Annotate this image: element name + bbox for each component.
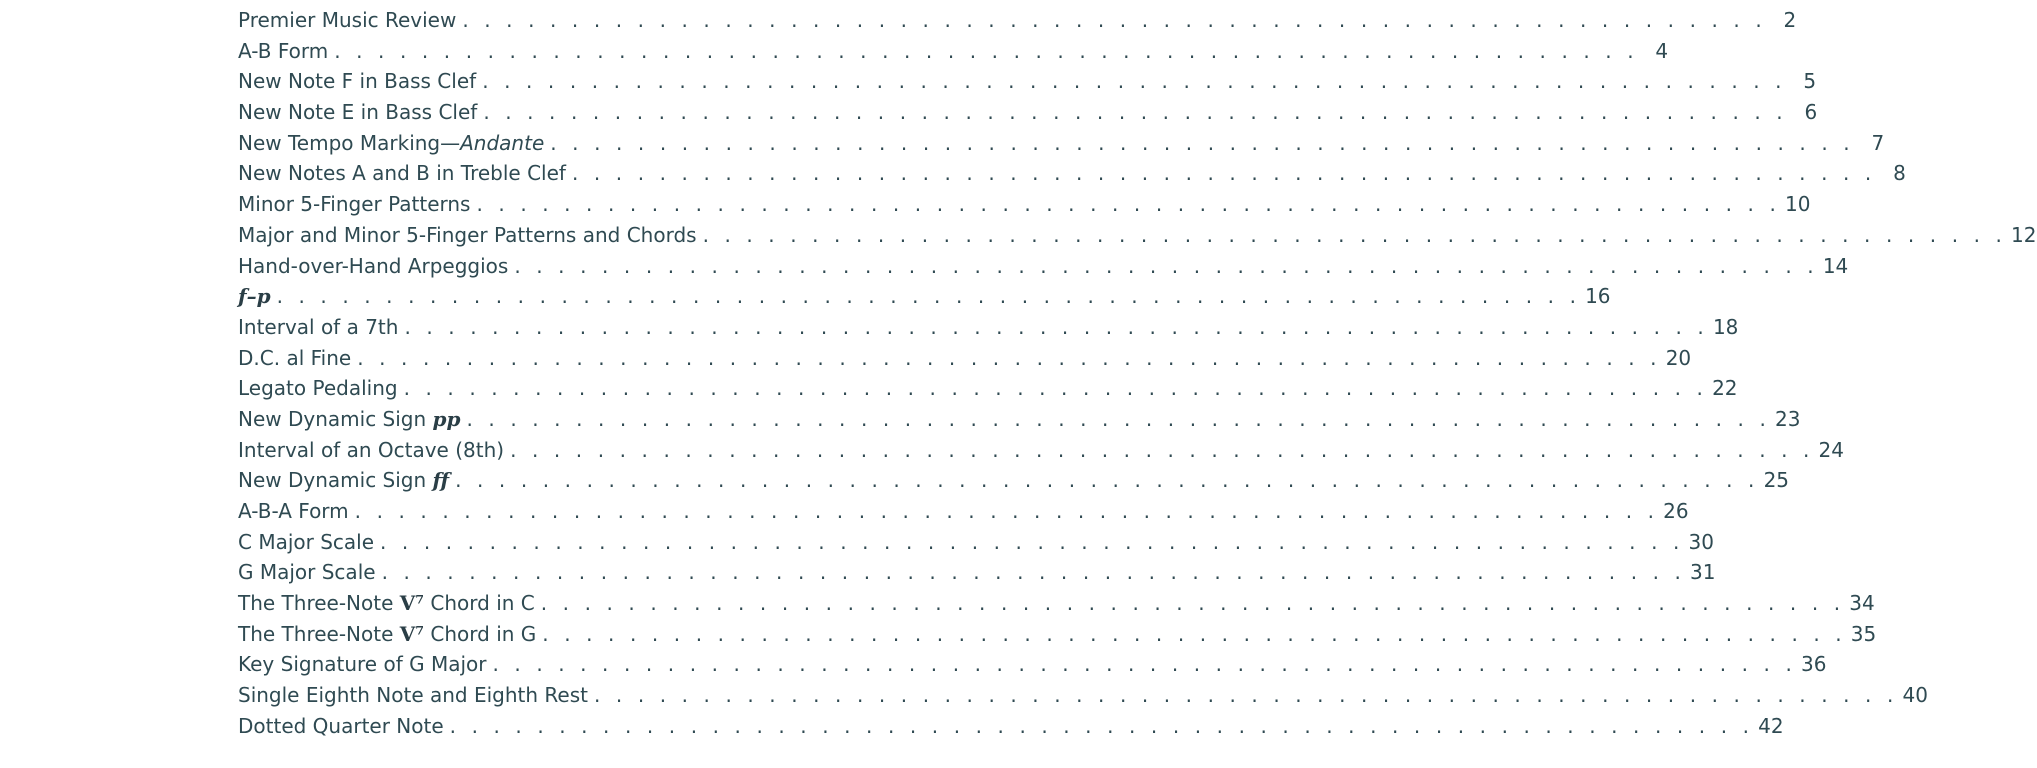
- entry-page-number: 20: [1665, 345, 1692, 370]
- toc-entry: [238, 8, 1797, 39]
- entry-page-number: 42: [1758, 713, 1784, 738]
- toc-entry: [238, 130, 1885, 162]
- entry-page-number: 31: [1690, 560, 1716, 585]
- entry-title: [238, 192, 470, 216]
- entry-title-text: G Major Scale: [238, 560, 376, 585]
- entry-title-text: New Dynamic Sign: [238, 406, 433, 431]
- dot-leader: . . . . . . . . . . . . . . . . . . . . . . . . . . . . . . . . . . . . . . . . . . . . . . . . . . . . . . . . . . . .: [466, 406, 1771, 431]
- dot-leader: . . . . . . . . . . . . . . . . . . . . . . . . . . . . . . . . . . . . . . . . . . . . . . . . . . . . . . . . . . . .: [702, 222, 2007, 247]
- dot-leader: . . . . . . . . . . . . . . . . . . . . . . . . . . . . . . . . . . . . . . . . . . . . . . . . . . . . . . . . . . . .: [449, 713, 1754, 738]
- toc-entry: [238, 100, 1818, 131]
- entry-title-text: New Tempo Marking—: [238, 130, 461, 155]
- toc-entry: [238, 69, 1817, 100]
- entry-page-number: 26: [1663, 499, 1689, 523]
- dot-leader: . . . . . . . . . . . . . . . . . . . . . . . . . . . . . . . . . . . . . . . . . . . . . . . . . . . . . . . . . . . .: [492, 652, 1797, 677]
- entry-title-text: Interval of an Octave (8th): [238, 437, 505, 462]
- entry-title: [238, 39, 328, 63]
- dot-leader: . . . . . . . . . . . . . . . . . . . . . . . . . . . . . . . . . . . . . . . . . . . . . . . . . . . . . . . . . . . .: [357, 345, 1662, 370]
- chord-symbol: V⁷: [399, 621, 425, 646]
- toc-entry: [238, 253, 1849, 285]
- entry-title: [238, 530, 374, 554]
- entry-title: [238, 683, 588, 707]
- toc-entry: [238, 345, 1692, 377]
- dot-leader: . . . . . . . . . . . . . . . . . . . . . . . . . . . . . . . . . . . . . . . . . . . . . . . . . . . . . . . . . . . .: [455, 468, 1760, 493]
- entry-page-number: 36: [1800, 652, 1827, 677]
- dot-leader: . . . . . . . . . . . . . . . . . . . . . . . . . . . . . . . . . . . . . . . . . . . . . . . . . . . . . . . . . . . .: [482, 69, 1787, 94]
- entry-page-number: 5: [1803, 69, 1817, 94]
- entry-title: [238, 346, 351, 370]
- entry-page-number: 18: [1712, 314, 1739, 339]
- entry-page-number: 14: [1822, 253, 1849, 278]
- toc-entry: [238, 437, 1844, 469]
- toc-entry: [238, 314, 1739, 346]
- entry-title-text: New Notes A and B in Treble Clef: [238, 161, 566, 186]
- entry-title-text: A-B Form: [238, 38, 329, 63]
- entry-page-number: 24: [1818, 437, 1844, 462]
- dot-leader: . . . . . . . . . . . . . . . . . . . . . . . . . . . . . . . . . . . . . . . . . . . . . . . . . . . . . . . . . . . .: [334, 38, 1639, 63]
- entry-title: [238, 69, 476, 93]
- entry-title-text: Minor 5-Finger Patterns: [238, 192, 471, 217]
- dot-leader: . . . . . . . . . . . . . . . . . . . . . . . . . . . . . . . . . . . . . . . . . . . . . . . . . . . . . . . . . . . .: [593, 683, 1898, 708]
- entry-title-text: New Note F in Bass Clef: [238, 69, 477, 94]
- dot-leader: . . . . . . . . . . . . . . . . . . . . . . . . . . . . . . . . . . . . . . . . . . . . . . . . . . . . . . . . . . . .: [354, 499, 1659, 523]
- entry-title-text-after: Chord in C: [424, 591, 535, 616]
- entry-page-number: 22: [1712, 376, 1738, 401]
- entry-title-text: Legato Pedaling: [238, 376, 398, 401]
- entry-title-text-after: Chord in G: [424, 621, 537, 646]
- dynamic-marking: pp: [432, 406, 461, 431]
- dot-leader: . . . . . . . . . . . . . . . . . . . . . . . . . . . . . . . . . . . . . . . . . . . . . . . . . . . . . . . . . . . .: [514, 253, 1819, 278]
- entry-page-number: 34: [1849, 591, 1875, 616]
- toc-entry: [238, 652, 1827, 683]
- toc-entry: [238, 192, 1811, 223]
- entry-title-text: New Note E in Bass Clef: [238, 100, 478, 125]
- dot-leader: . . . . . . . . . . . . . . . . . . . . . . . . . . . . . . . . . . . . . . . . . . . . . . . . . . . . . . . . . . . .: [510, 437, 1814, 462]
- dot-leader: . . . . . . . . . . . . . . . . . . . . . . . . . . . . . . . . . . . . . . . . . . . . . . . . . . . . . . . . . . . .: [276, 284, 1581, 309]
- entry-title: [238, 714, 444, 738]
- dynamic-marking: ff: [432, 468, 450, 493]
- dot-leader: . . . . . . . . . . . . . . . . . . . . . . . . . . . . . . . . . . . . . . . . . . . . . . . . . . . . . . . . . . . .: [542, 621, 1847, 646]
- entry-title-text: New Dynamic Sign: [238, 468, 433, 493]
- entry-title-text: D.C. al Fine: [238, 345, 352, 370]
- entry-title: [238, 560, 376, 584]
- entry-page-number: 8: [1893, 161, 1906, 186]
- entry-title: [238, 407, 461, 431]
- toc-entry: [238, 560, 1716, 591]
- entry-title: [238, 468, 449, 492]
- dynamic-marking: f–p: [238, 284, 271, 309]
- entry-page-number: 4: [1655, 38, 1669, 63]
- entry-page-number: 7: [1871, 130, 1885, 155]
- entry-title: [238, 652, 486, 676]
- dot-leader: . . . . . . . . . . . . . . . . . . . . . . . . . . . . . . . . . . . . . . . . . . . . . . . . . . . . . . . . . . . .: [571, 161, 1876, 186]
- dot-leader: . . . . . . . . . . . . . . . . . . . . . . . . . . . . . . . . . . . . . . . . . . . . . . . . . . . . . . . . . . . .: [476, 192, 1781, 217]
- entry-title: [238, 100, 477, 124]
- entry-title: [238, 622, 536, 646]
- toc-entry: [238, 621, 1877, 653]
- dot-leader: . . . . . . . . . . . . . . . . . . . . . . . . . . . . . . . . . . . . . . . . . . . . . . . . . . . . . . . . . . . .: [483, 100, 1788, 125]
- entry-title: [238, 376, 398, 400]
- entry-page-number: 12: [2011, 222, 2037, 247]
- entry-title-text: Major and Minor 5-Finger Patterns and Chords: [238, 222, 697, 247]
- entry-page-number: 30: [1688, 529, 1714, 554]
- entry-title: [238, 284, 271, 308]
- toc-entry: [238, 284, 1611, 315]
- entry-page-number: 2: [1783, 8, 1797, 32]
- entry-page-number: 35: [1850, 621, 1877, 646]
- entry-page-number: 25: [1763, 468, 1790, 493]
- entry-title-text: Premier Music Review: [238, 8, 457, 32]
- toc-entry: [238, 713, 1784, 745]
- entry-title-text: Hand-over-Hand Arpeggios: [238, 253, 509, 278]
- toc-entry: [238, 222, 2037, 254]
- entry-title-text: The Three-Note: [238, 591, 400, 616]
- dot-leader: . . . . . . . . . . . . . . . . . . . . . . . . . . . . . . . . . . . . . . . . . . . . . . . . . . . . . . . . . . . .: [462, 8, 1767, 32]
- toc-entry: [238, 406, 1801, 438]
- toc-entry: [238, 38, 1669, 70]
- entry-title-text: Key Signature of G Major: [238, 652, 487, 677]
- entry-title-text: The Three-Note: [238, 621, 400, 646]
- entry-title: [238, 161, 566, 185]
- toc-entry: [238, 499, 1689, 530]
- entry-title: [238, 499, 349, 523]
- entry-title-text: A-B-A Form: [238, 499, 349, 523]
- toc-entry: [238, 683, 1928, 714]
- entry-page-number: 10: [1784, 192, 1811, 217]
- toc-entry: [238, 161, 1906, 192]
- dot-leader: . . . . . . . . . . . . . . . . . . . . . . . . . . . . . . . . . . . . . . . . . . . . . . . . . . . . . . . . . . . .: [404, 314, 1709, 339]
- entry-title: [238, 131, 544, 155]
- entry-page-number: 16: [1585, 284, 1611, 309]
- entry-title: [238, 591, 535, 615]
- toc-entry: [238, 529, 1714, 561]
- dot-leader: . . . . . . . . . . . . . . . . . . . . . . . . . . . . . . . . . . . . . . . . . . . . . . . . . . . . . . . . . . . .: [381, 560, 1686, 585]
- dot-leader: . . . . . . . . . . . . . . . . . . . . . . . . . . . . . . . . . . . . . . . . . . . . . . . . . . . . . . . . . . . .: [380, 529, 1684, 554]
- dot-leader: . . . . . . . . . . . . . . . . . . . . . . . . . . . . . . . . . . . . . . . . . . . . . . . . . . . . . . . . . . . .: [550, 130, 1855, 155]
- toc-entry: [238, 376, 1738, 407]
- entry-title-text: Dotted Quarter Note: [238, 713, 444, 738]
- entry-title-italic: Andante: [460, 130, 545, 155]
- entry-page-number: 40: [1902, 683, 1928, 708]
- dot-leader: . . . . . . . . . . . . . . . . . . . . . . . . . . . . . . . . . . . . . . . . . . . . . . . . . . . . . . . . . . . .: [403, 376, 1708, 401]
- entry-title-text: Single Eighth Note and Eighth Rest: [238, 683, 588, 708]
- dot-leader: . . . . . . . . . . . . . . . . . . . . . . . . . . . . . . . . . . . . . . . . . . . . . . . . . . . . . . . . . . . .: [540, 591, 1845, 616]
- entry-page-number: 6: [1804, 100, 1818, 125]
- entry-title: [238, 315, 398, 339]
- entry-title: [238, 254, 508, 278]
- entry-title: [238, 8, 456, 32]
- chord-symbol: V⁷: [399, 591, 425, 616]
- table-of-contents: [238, 8, 2037, 745]
- entry-title-text: Interval of a 7th: [238, 314, 399, 339]
- entry-title: [238, 438, 504, 462]
- toc-entry: [238, 468, 1790, 499]
- toc-entry: [238, 591, 1875, 622]
- entry-title: [238, 223, 697, 247]
- entry-title-text: C Major Scale: [238, 529, 375, 554]
- entry-page-number: 23: [1774, 406, 1801, 431]
